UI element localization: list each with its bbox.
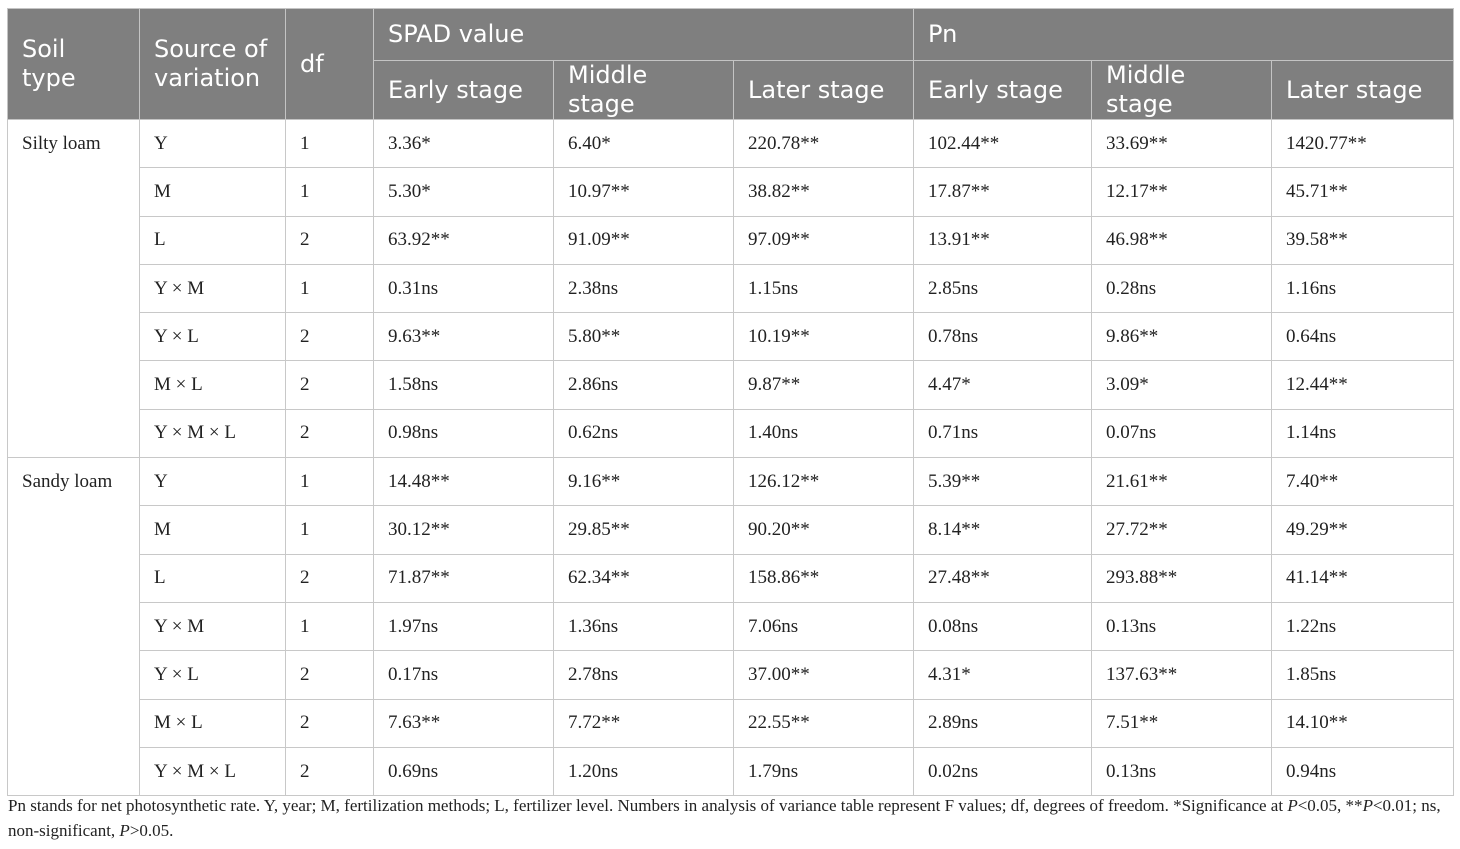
spad-middle-value-cell: 0.62ns xyxy=(554,409,734,457)
spad-early-value-cell: 63.92** xyxy=(374,216,554,264)
source-of-variation-cell: Y xyxy=(140,120,286,168)
spad-later-value-cell: 1.79ns xyxy=(734,747,914,795)
spad-later-value-cell: 10.19** xyxy=(734,313,914,361)
df-cell: 2 xyxy=(286,409,374,457)
spad-early-value-cell: 9.63** xyxy=(374,313,554,361)
spad-later-value-cell: 38.82** xyxy=(734,168,914,216)
table-row xyxy=(8,747,1454,795)
df-cell: 2 xyxy=(286,747,374,795)
table-row xyxy=(8,361,1454,409)
spad-later-value-cell: 22.55** xyxy=(734,699,914,747)
spad-early-value-cell: 3.36* xyxy=(374,120,554,168)
spad-early-value-cell: 1.58ns xyxy=(374,361,554,409)
df-cell: 2 xyxy=(286,699,374,747)
spad-early-value-cell: 5.30* xyxy=(374,168,554,216)
pn-early-value-cell: 8.14** xyxy=(914,506,1092,554)
pn-early-value-cell: 17.87** xyxy=(914,168,1092,216)
source-of-variation-cell: Y × L xyxy=(140,313,286,361)
table-row xyxy=(8,216,1454,264)
spad-later-value-cell: 1.15ns xyxy=(734,264,914,312)
spad-middle-value-cell: 7.72** xyxy=(554,699,734,747)
table-row xyxy=(8,120,1454,168)
spad-later-value-cell: 1.40ns xyxy=(734,409,914,457)
table-row xyxy=(8,409,1454,457)
pn-early-value-cell: 0.08ns xyxy=(914,602,1092,650)
spad-middle-value-cell: 2.86ns xyxy=(554,361,734,409)
df-cell: 1 xyxy=(286,168,374,216)
table-header xyxy=(8,9,1454,120)
pn-later-value-cell: 41.14** xyxy=(1272,554,1454,602)
spad-early-value-cell: 71.87** xyxy=(374,554,554,602)
source-of-variation-cell: L xyxy=(140,216,286,264)
footnote-text-4: >0.05. xyxy=(129,821,174,840)
header-spad-later-stage: Later stage xyxy=(734,61,914,120)
spad-middle-value-cell: 29.85** xyxy=(554,506,734,554)
pn-middle-value-cell: 12.17** xyxy=(1092,168,1272,216)
spad-later-value-cell: 7.06ns xyxy=(734,602,914,650)
source-of-variation-cell: Y × M xyxy=(140,264,286,312)
pn-middle-value-cell: 27.72** xyxy=(1092,506,1272,554)
pn-middle-value-cell: 3.09* xyxy=(1092,361,1272,409)
table-footnote xyxy=(8,793,1458,843)
pn-later-value-cell: 1.14ns xyxy=(1272,409,1454,457)
pn-middle-value-cell: 0.07ns xyxy=(1092,409,1272,457)
table-row xyxy=(8,458,1454,506)
source-of-variation-cell: Y xyxy=(140,458,286,506)
pn-later-value-cell: 1.22ns xyxy=(1272,602,1454,650)
spad-middle-value-cell: 6.40* xyxy=(554,120,734,168)
header-soil-type: Soil type xyxy=(8,9,140,120)
pn-early-value-cell: 27.48** xyxy=(914,554,1092,602)
pn-later-value-cell: 1420.77** xyxy=(1272,120,1454,168)
pn-later-value-cell: 0.94ns xyxy=(1272,747,1454,795)
pn-early-value-cell: 13.91** xyxy=(914,216,1092,264)
spad-middle-value-cell: 91.09** xyxy=(554,216,734,264)
df-cell: 2 xyxy=(286,361,374,409)
pn-later-value-cell: 0.64ns xyxy=(1272,313,1454,361)
table-row xyxy=(8,168,1454,216)
pn-middle-value-cell: 0.13ns xyxy=(1092,602,1272,650)
anova-table xyxy=(7,8,1454,796)
table-body xyxy=(8,120,1454,796)
pn-later-value-cell: 1.16ns xyxy=(1272,264,1454,312)
pn-early-value-cell: 2.85ns xyxy=(914,264,1092,312)
pn-early-value-cell: 102.44** xyxy=(914,120,1092,168)
spad-early-value-cell: 0.98ns xyxy=(374,409,554,457)
df-cell: 2 xyxy=(286,313,374,361)
table-row xyxy=(8,602,1454,650)
spad-later-value-cell: 126.12** xyxy=(734,458,914,506)
source-of-variation-cell: Y × L xyxy=(140,651,286,699)
header-row-1 xyxy=(8,9,1454,61)
pn-middle-value-cell: 137.63** xyxy=(1092,651,1272,699)
df-cell: 2 xyxy=(286,554,374,602)
pn-middle-value-cell: 293.88** xyxy=(1092,554,1272,602)
spad-later-value-cell: 90.20** xyxy=(734,506,914,554)
spad-middle-value-cell: 1.36ns xyxy=(554,602,734,650)
table-row xyxy=(8,699,1454,747)
table-row xyxy=(8,506,1454,554)
source-of-variation-cell: Y × M xyxy=(140,602,286,650)
source-of-variation-cell: Y × M × L xyxy=(140,409,286,457)
spad-middle-value-cell: 5.80** xyxy=(554,313,734,361)
pn-later-value-cell: 14.10** xyxy=(1272,699,1454,747)
pn-later-value-cell: 7.40** xyxy=(1272,458,1454,506)
table-row xyxy=(8,264,1454,312)
spad-later-value-cell: 220.78** xyxy=(734,120,914,168)
df-cell: 2 xyxy=(286,216,374,264)
pn-early-value-cell: 0.78ns xyxy=(914,313,1092,361)
spad-early-value-cell: 7.63** xyxy=(374,699,554,747)
pn-middle-value-cell: 46.98** xyxy=(1092,216,1272,264)
spad-middle-value-cell: 9.16** xyxy=(554,458,734,506)
df-cell: 1 xyxy=(286,458,374,506)
pn-middle-value-cell: 21.61** xyxy=(1092,458,1272,506)
pn-later-value-cell: 39.58** xyxy=(1272,216,1454,264)
table-row xyxy=(8,313,1454,361)
spad-later-value-cell: 9.87** xyxy=(734,361,914,409)
header-pn-later-stage: Later stage xyxy=(1272,61,1454,120)
source-of-variation-cell: Y × M × L xyxy=(140,747,286,795)
df-cell: 1 xyxy=(286,120,374,168)
spad-middle-value-cell: 62.34** xyxy=(554,554,734,602)
footnote-text-3: <0.01; ns, non-significant, xyxy=(8,796,1441,840)
df-cell: 1 xyxy=(286,506,374,554)
spad-later-value-cell: 158.86** xyxy=(734,554,914,602)
pn-middle-value-cell: 9.86** xyxy=(1092,313,1272,361)
spad-middle-value-cell: 2.38ns xyxy=(554,264,734,312)
spad-early-value-cell: 0.69ns xyxy=(374,747,554,795)
spad-early-value-cell: 1.97ns xyxy=(374,602,554,650)
spad-early-value-cell: 30.12** xyxy=(374,506,554,554)
spad-later-value-cell: 37.00** xyxy=(734,651,914,699)
df-cell: 1 xyxy=(286,264,374,312)
spad-early-value-cell: 0.17ns xyxy=(374,651,554,699)
pn-early-value-cell: 0.02ns xyxy=(914,747,1092,795)
header-spad-early-stage: Early stage xyxy=(374,61,554,120)
source-of-variation-cell: M xyxy=(140,506,286,554)
df-cell: 1 xyxy=(286,602,374,650)
pn-middle-value-cell: 33.69** xyxy=(1092,120,1272,168)
header-source-of-variation: Source of variation xyxy=(140,9,286,120)
pn-early-value-cell: 5.39** xyxy=(914,458,1092,506)
footnote-p-symbol: P xyxy=(1362,796,1373,815)
source-of-variation-cell: M × L xyxy=(140,361,286,409)
spad-middle-value-cell: 10.97** xyxy=(554,168,734,216)
header-pn-early-stage: Early stage xyxy=(914,61,1092,120)
pn-middle-value-cell: 0.28ns xyxy=(1092,264,1272,312)
pn-later-value-cell: 45.71** xyxy=(1272,168,1454,216)
header-pn: Pn xyxy=(914,9,1454,61)
pn-later-value-cell: 49.29** xyxy=(1272,506,1454,554)
footnote-text-2: <0.05, ** xyxy=(1297,796,1363,815)
soil-type-cell: Sandy loam xyxy=(8,458,140,796)
header-df: df xyxy=(286,9,374,120)
spad-early-value-cell: 0.31ns xyxy=(374,264,554,312)
source-of-variation-cell: L xyxy=(140,554,286,602)
pn-middle-value-cell: 0.13ns xyxy=(1092,747,1272,795)
pn-early-value-cell: 4.47* xyxy=(914,361,1092,409)
source-of-variation-cell: M xyxy=(140,168,286,216)
header-pn-middle-stage: Middle stage xyxy=(1092,61,1272,120)
footnote-p-symbol: P xyxy=(119,821,130,840)
header-spad-value: SPAD value xyxy=(374,9,914,61)
pn-later-value-cell: 12.44** xyxy=(1272,361,1454,409)
pn-middle-value-cell: 7.51** xyxy=(1092,699,1272,747)
soil-type-cell: Silty loam xyxy=(8,120,140,458)
table-row xyxy=(8,554,1454,602)
table-row xyxy=(8,651,1454,699)
pn-early-value-cell: 4.31* xyxy=(914,651,1092,699)
pn-later-value-cell: 1.85ns xyxy=(1272,651,1454,699)
spad-middle-value-cell: 2.78ns xyxy=(554,651,734,699)
footnote-text-1: Pn stands for net photosynthetic rate. Y, year; M, fertilization methods; L, fertilizer level. Numbers in analysis of variance table represent F values; df, degrees of freedom. *Significance at xyxy=(8,796,1288,815)
spad-later-value-cell: 97.09** xyxy=(734,216,914,264)
spad-early-value-cell: 14.48** xyxy=(374,458,554,506)
footnote-p-symbol: P xyxy=(1287,796,1298,815)
pn-early-value-cell: 0.71ns xyxy=(914,409,1092,457)
pn-early-value-cell: 2.89ns xyxy=(914,699,1092,747)
header-spad-middle-stage: Middle stage xyxy=(554,61,734,120)
spad-middle-value-cell: 1.20ns xyxy=(554,747,734,795)
source-of-variation-cell: M × L xyxy=(140,699,286,747)
df-cell: 2 xyxy=(286,651,374,699)
